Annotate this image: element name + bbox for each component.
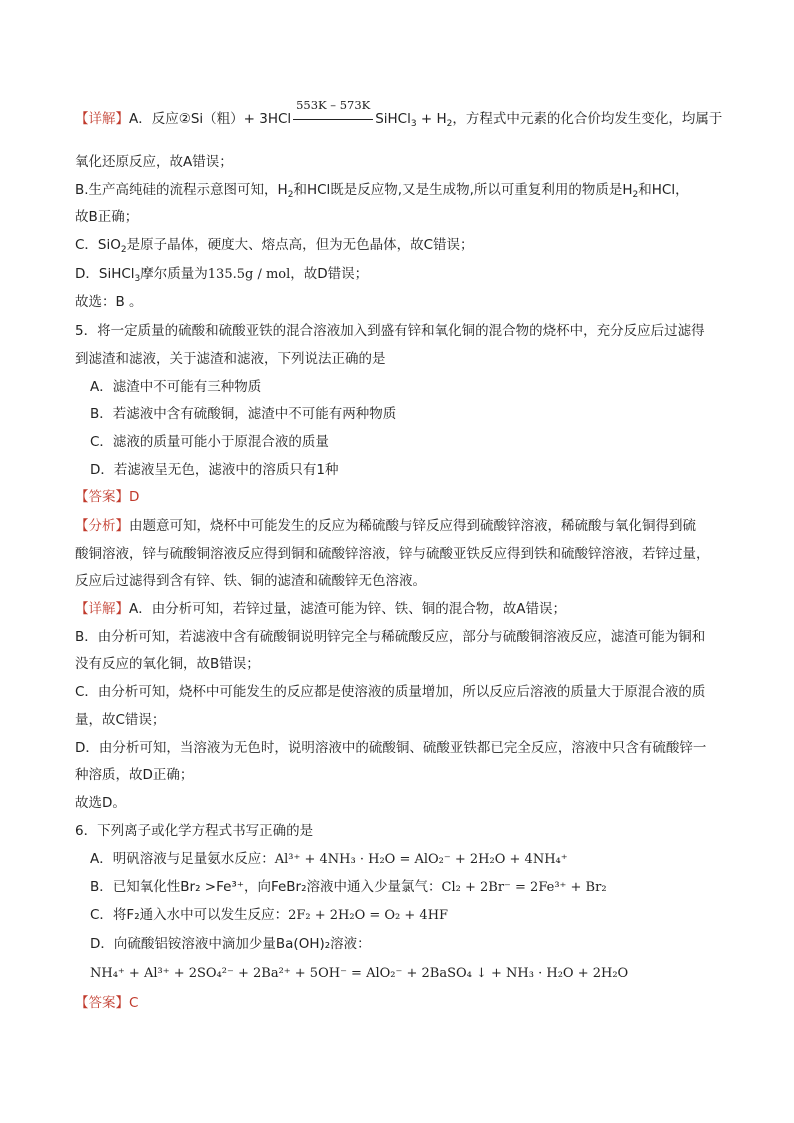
q6-option-d-equation bbox=[90, 964, 724, 983]
q5-stem-line2: 到滤渣和滤液，关于滤渣和滤液，下列说法正确的是 bbox=[75, 351, 386, 367]
q5-option-c: C．滤液的质量可能小于原混合液的质量 bbox=[90, 434, 329, 450]
detail-tag: 【详解】 bbox=[75, 601, 129, 617]
q6-option-c: C．将F₂通入水中可以发生反应：2F₂ + 2H₂O = O₂ + 4HF bbox=[90, 907, 449, 923]
q4-detail-d: D．SiHCl$_3$摩尔质量为135.5g / mol，故D错误； bbox=[75, 266, 369, 284]
q5-detail-d-line1: D．由分析可知，当溶液为无色时，说明溶液中的硫酸铜、硫酸亚铁都已完全反应，溶液中只含有硫酸锌一 bbox=[75, 740, 707, 756]
q5-answer: 【答案】D bbox=[75, 489, 140, 505]
q5-detail-c-line1: C．由分析可知，烧杯中可能发生的反应都是使溶液的质量增加，所以反应后溶液的质量大于原混合液的质 bbox=[75, 684, 706, 700]
q5-choose: 故选D。 bbox=[75, 795, 126, 811]
q4-detail-c: C．SiO$_2$是原子晶体，硬度大、熔点高，但为无色晶体，故C错误； bbox=[75, 237, 474, 255]
q5-option-d: D．若滤液呈无色，滤液中的溶质只有1种 bbox=[90, 462, 339, 478]
q4-choose: 故选：B 。 bbox=[75, 294, 143, 310]
equation: NH₄⁺ + Al³⁺ + 2SO₄²⁻ + 2Ba²⁺ + 5OH⁻ = AlO₂⁻ + 2BaSO₄ ↓ + NH₃ · H₂O + 2H₂O bbox=[90, 966, 629, 981]
q5-detail-a: 【详解】A．由分析可知，若锌过量，滤渣可能为锌、铁、铜的混合物，故A错误； bbox=[75, 601, 566, 617]
q5-option-a: A．滤渣中不可能有三种物质 bbox=[90, 379, 262, 395]
detail-tag: 【详解】 bbox=[75, 111, 129, 127]
q5-stem-line1: 5．将一定质量的硫酸和硫酸亚铁的混合溶液加入到盛有锌和氧化铜的混合物的烧杯中，充分反应后过滤得 bbox=[75, 323, 705, 339]
q6-stem: 6．下列离子或化学方程式书写正确的是 bbox=[75, 823, 314, 839]
q5-detail-b-line2: 没有反应的氧化铜，故B错误； bbox=[75, 656, 260, 672]
q4-detail-a: 【详解】A．反应②Si（粗）+ 3HCl 553K – 573K SiHCl$_3$ + $H_2$，方程式中元素的化合价均发生变化，均属于 bbox=[75, 98, 723, 129]
q6-option-b: B．已知氧化性Br₂ >Fe³⁺，向FeBr₂溶液中通入少量氯气：Cl₂ + 2Br⁻ = 2Fe³⁺ + Br₂ bbox=[90, 879, 607, 895]
q5-analysis-line3: 反应后过滤得到含有锌、铁、铜的滤渣和硫酸锌无色溶液。 bbox=[75, 573, 426, 589]
equation: Al³⁺ + 4NH₃ · H₂O = AlO₂⁻ + 2H₂O + 4NH₄⁺ bbox=[274, 852, 568, 867]
equation: Cl₂ + 2Br⁻ = 2Fe³⁺ + Br₂ bbox=[441, 880, 607, 895]
q5-detail-d-line2: 种溶质，故D正确； bbox=[75, 767, 194, 783]
analysis-tag: 【分析】 bbox=[75, 518, 129, 534]
q6-option-a: A．明矾溶液与足量氨水反应：Al³⁺ + 4NH₃ · H₂O = AlO₂⁻ + 2H₂O + 4NH₄⁺ bbox=[90, 851, 568, 867]
q5-option-b: B．若滤液中含有硫酸铜，滤渣中不可能有两种物质 bbox=[90, 406, 397, 422]
reaction-arrow bbox=[293, 98, 373, 126]
reaction-condition: 553K – 573K bbox=[296, 98, 371, 112]
q5-detail-b-line1: B．由分析可知，若滤液中含有硫酸铜说明锌完全与稀硫酸反应，部分与硫酸铜溶液反应，滤渣可能为铜和 bbox=[75, 629, 706, 645]
q6-option-d: D．向硫酸铝铵溶液中滴加少量Ba(OH)₂溶液： bbox=[90, 936, 371, 952]
equation: 2F₂ + 2H₂O = O₂ + 4HF bbox=[288, 908, 449, 923]
answer-tag: 【答案】 bbox=[75, 995, 129, 1011]
q4-detail-b-line1: B.生产高纯硅的流程示意图可知，$H_2$和HCl既是反应物,又是生成物,所以可重复利用的物质是$H_2$和HCl， bbox=[75, 182, 689, 200]
q5-analysis-line1: 【分析】由题意可知，烧杯中可能发生的反应为稀硫酸与锌反应得到硫酸锌溶液，稀硫酸与氧化铜得到硫 bbox=[75, 518, 696, 534]
q6-answer: 【答案】C bbox=[75, 995, 139, 1011]
q4-detail-a-cont: 氧化还原反应，故A错误； bbox=[75, 154, 233, 170]
q5-analysis-line2: 酸铜溶液，锌与硫酸铜溶液反应得到铜和硫酸锌溶液，锌与硫酸亚铁反应得到铁和硫酸锌溶液，若锌过量， bbox=[75, 546, 710, 562]
q4-detail-b-line2: 故B正确； bbox=[75, 209, 139, 225]
answer-tag: 【答案】 bbox=[75, 489, 129, 505]
q5-detail-c-line2: 量，故C错误； bbox=[75, 712, 166, 728]
